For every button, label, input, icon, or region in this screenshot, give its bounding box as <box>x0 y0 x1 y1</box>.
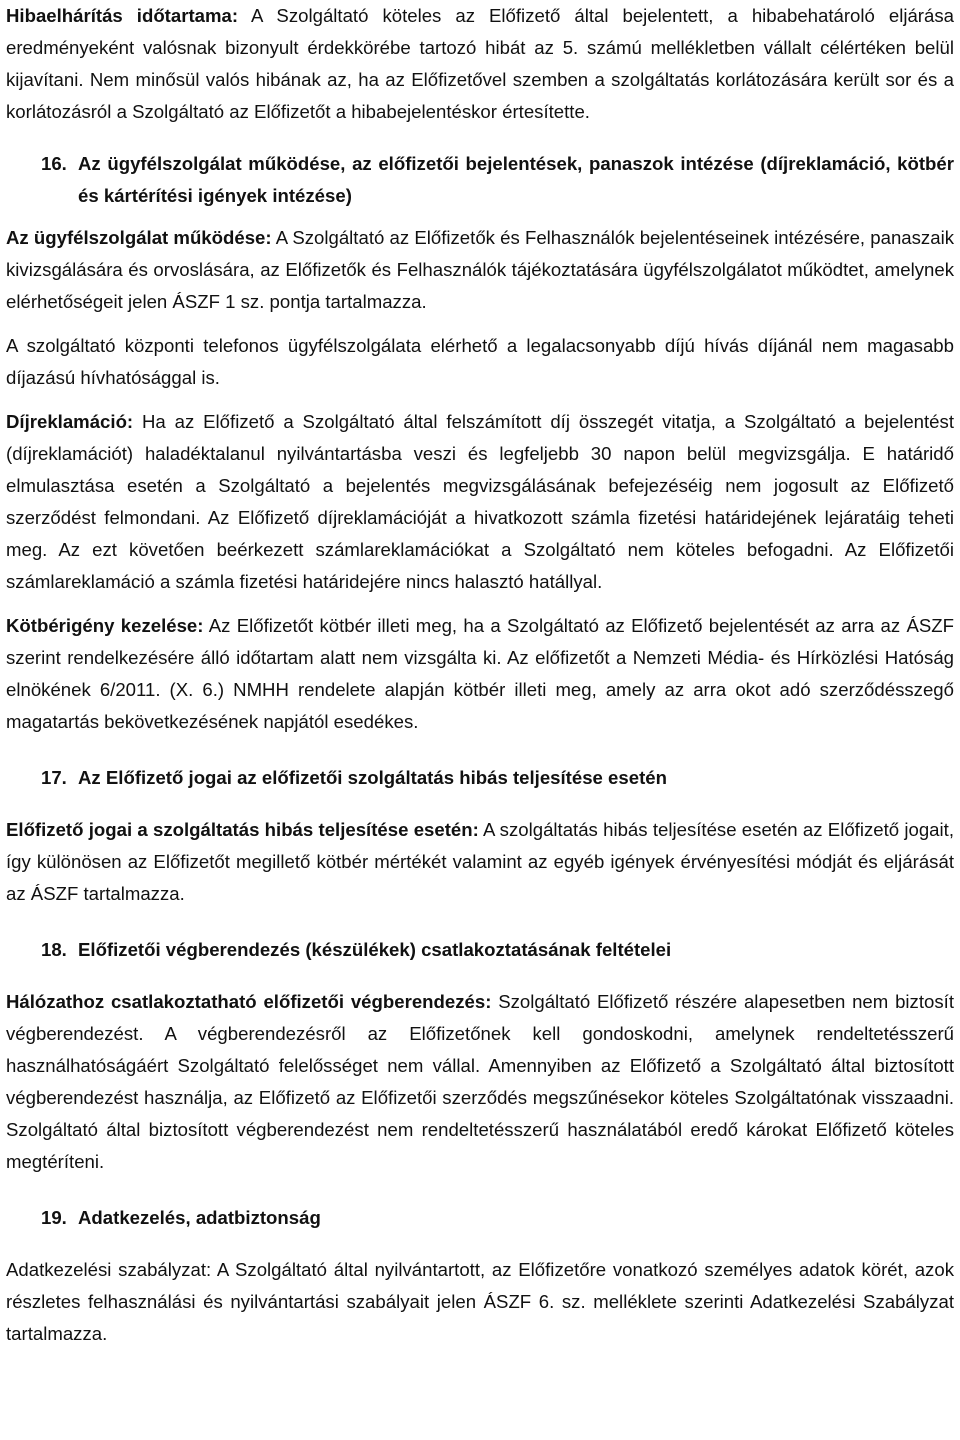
section-17-heading <box>6 762 954 794</box>
section-19-title: Adatkezelés, adatbiztonság <box>78 1207 321 1228</box>
section-17-paragraph <box>6 814 954 910</box>
penalty-label: Kötbérigény kezelése: <box>6 615 204 636</box>
section-16-penalty-paragraph <box>6 610 954 738</box>
intro-paragraph <box>6 0 954 128</box>
section-19-number: 19. <box>41 1207 67 1228</box>
section-17-number: 17. <box>41 767 67 788</box>
document-page <box>6 0 954 1350</box>
fee-complaint-text: Ha az Előfizető a Szolgáltató által felszámított díj összegét vitatja, a Szolgáltató a bejelentést (díjreklamációt) haladéktalanul nyilvántartásba veszi és legfeljebb 30 napon belül megvizsgálja. E határidő elmulasztása esetén a Szolgáltató a bejelentés megvizsgálásának befejezéséig nem jogosult az Előfizető szerződést felmondani. Az Előfizető díjreklamációját a hivatkozott számla fizetési határidejének lejáratáig teheti meg. Az ezt követően beérkezett számlareklamációkat a Szolgáltató nem köteles befogadni. Az Előfizetői számlareklamáció a számla fizetési határidejére nincs halasztó hatállyal. <box>6 411 954 592</box>
section-16-fee-complaint-paragraph <box>6 406 954 598</box>
section-18-text: Szolgáltató Előfizető részére alapesetben nem biztosít végberendezést. A végberendezésről az Előfizetőnek kell gondoskodni, amelynek rendeltetésszerű használhatóságáért Szolgáltató felelősséget nem vállal. Amennyiben az Előfizető a Szolgáltató által biztosított végberendezést használja, az Előfizető az Előfizetői szerződés megszűnésekor köteles Szolgáltatónak visszaadni. Szolgáltató által biztosított végberendezést nem rendeltetésszerű használatából eredő károkat Előfizető köteles megtéríteni. <box>6 991 954 1172</box>
intro-text: A Szolgáltató köteles az Előfizető által bejelentett, a hibabehatároló eljárása eredményeként valósnak bizonyult érdekkörébe tartozó hibát az 5. számú mellékletben vállalt célértéken belül kijavítani. Nem minősül valós hibának az, ha az Előfizetővel szemben a szolgáltatás korlátozására került sor és a korlátozásról a Szolgáltató az Előfizetőt a hibabejelentéskor értesítette. <box>6 5 954 122</box>
section-18-title: Előfizetői végberendezés (készülékek) csatlakoztatásának feltételei <box>78 939 672 960</box>
section-17-text: A szolgáltatás hibás teljesítése esetén az Előfizető jogait, így különösen az Előfizetőt megillető kötbér mértékét valamint az egyéb igények érvényesítési módját és eljárását az ÁSZF tartalmazza. <box>6 819 954 904</box>
section-18-number: 18. <box>41 939 67 960</box>
customer-service-text: A Szolgáltató az Előfizetők és Felhasználók bejelentéseinek intézésére, panaszaik kivizsgálására és orvoslására, az Előfizetők és Felhasználók tájékoztatására ügyfélszolgálatot működtet, amelynek elérhetőségeit jelen ÁSZF 1 sz. pontja tartalmazza. <box>6 227 954 312</box>
section-16-phone-paragraph <box>6 330 954 394</box>
section-16-number: 16. <box>41 153 67 174</box>
phone-text: A szolgáltató központi telefonos ügyfélszolgálata elérhető a legalacsonyabb díjú hívás díjánál nem magasabb díjazású hívhatósággal is. <box>6 335 954 388</box>
section-19-paragraph <box>6 1254 954 1350</box>
customer-service-label: Az ügyfélszolgálat működése: <box>6 227 272 248</box>
penalty-text: Az Előfizetőt kötbér illeti meg, ha a Szolgáltató az Előfizető bejelentését az arra az ÁSZF szerint rendelkezésére álló időtartam alatt nem vizsgálta ki. Az előfizetőt a Nemzeti Média- és Hírközlési Hatóság elnökének 6/2011. (X. 6.) NMHH rendelete alapján kötbér illeti meg, amely az arra okot adó szerződésszegő magatartás bekövetkezésének napjától esedékes. <box>6 615 954 732</box>
intro-label: Hibaelhárítás időtartama: <box>6 5 239 26</box>
section-16-customer-service-paragraph <box>6 222 954 318</box>
section-18-paragraph <box>6 986 954 1178</box>
section-18-label: Hálózathoz csatlakoztatható előfizetői végberendezés: <box>6 991 492 1012</box>
section-16-heading <box>6 148 954 212</box>
section-19-text: Adatkezelési szabályzat: A Szolgáltató által nyilvántartott, az Előfizetőre vonatkozó személyes adatok körét, azok részletes felhasználási és nyilvántartási szabályait jelen ÁSZF 6. sz. melléklete szerinti Adatkezelési Szabályzat tartalmazza. <box>6 1259 954 1344</box>
section-16-title: Az ügyfélszolgálat működése, az előfizetői bejelentések, panaszok intézése (díjreklamáció, kötbér és kártérítési igények intézése) <box>78 153 954 206</box>
section-18-heading <box>6 934 954 966</box>
fee-complaint-label: Díjreklamáció: <box>6 411 134 432</box>
section-17-label: Előfizető jogai a szolgáltatás hibás teljesítése esetén: <box>6 819 479 840</box>
section-19-heading <box>6 1202 954 1234</box>
section-17-title: Az Előfizető jogai az előfizetői szolgáltatás hibás teljesítése esetén <box>78 767 667 788</box>
